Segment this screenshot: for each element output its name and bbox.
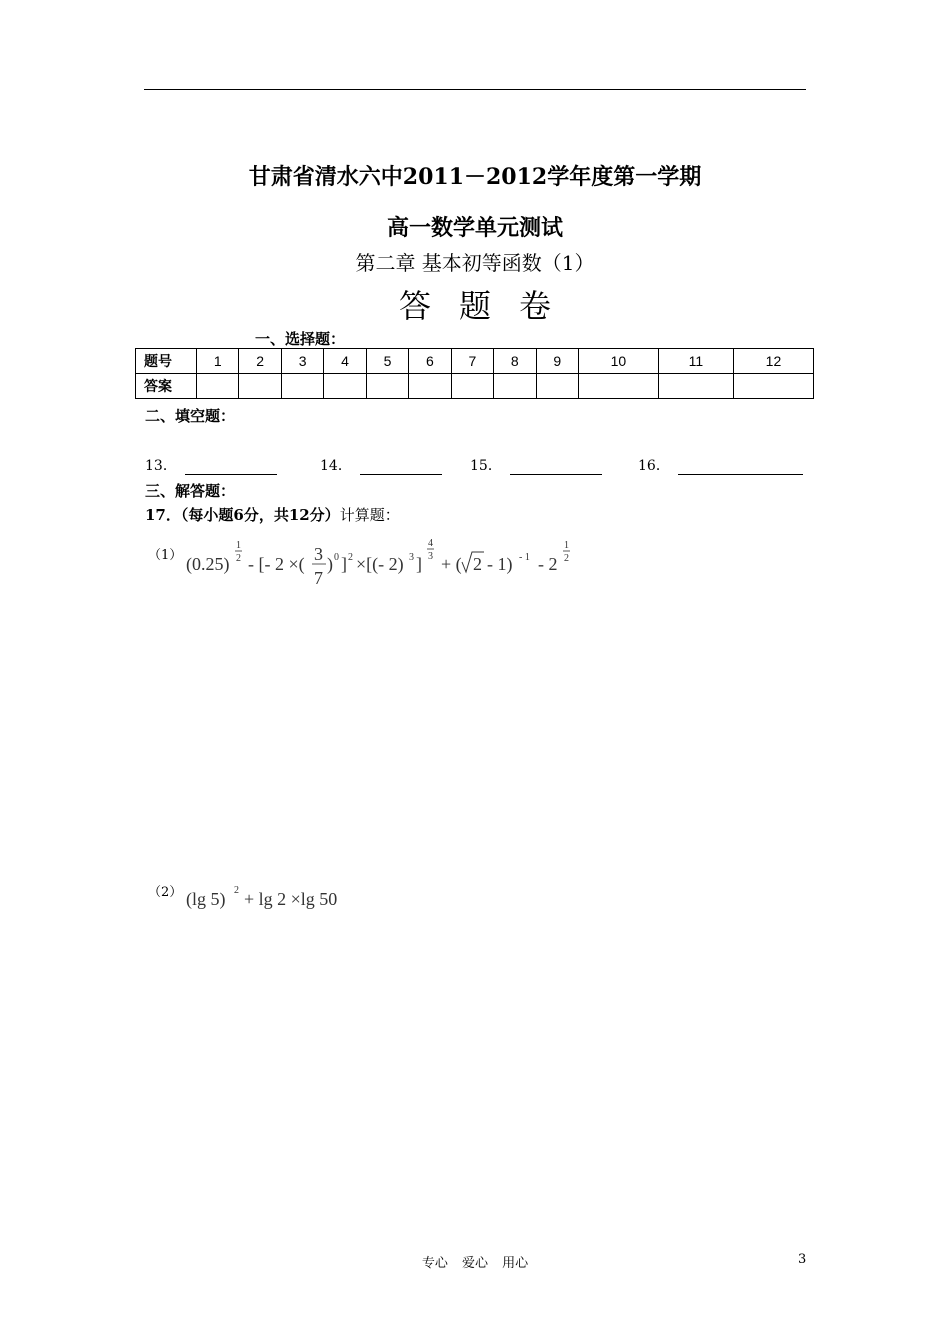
row-label-number: 题号 (136, 349, 197, 374)
part-1-label: （1） (148, 548, 183, 563)
answer-cell[interactable] (281, 374, 323, 399)
answer-cell[interactable] (451, 374, 493, 399)
question-number-cell: 1 (197, 349, 239, 374)
svg-text:- 2: - 2 (538, 554, 558, 574)
answer-cell[interactable] (578, 374, 658, 399)
svg-text:]: ] (341, 554, 347, 574)
svg-text:- 1: - 1 (519, 552, 530, 563)
section-solve-heading: 三、解答题： (145, 482, 236, 500)
part-2-label: （2） (148, 885, 183, 900)
svg-text:2: 2 (348, 552, 353, 563)
question-number-cell: 3 (281, 349, 323, 374)
svg-text:7: 7 (314, 568, 323, 588)
header-rule (144, 89, 806, 90)
answer-cell[interactable] (239, 374, 281, 399)
svg-text:2: 2 (473, 554, 482, 574)
svg-text:1: 1 (236, 540, 241, 551)
question-17-prompt: 计算题： (339, 506, 400, 524)
svg-text:(0.25): (0.25) (186, 554, 230, 574)
choice-answer-table (135, 348, 814, 399)
question-17-points: （每小题6分，共12分） (180, 506, 340, 524)
fill-blank-13 (145, 455, 277, 475)
blank-label: 14． (320, 458, 352, 474)
answer-cell[interactable] (536, 374, 578, 399)
svg-text:2: 2 (236, 553, 241, 564)
svg-text:4: 4 (428, 538, 433, 549)
svg-text:- 1): - 1) (487, 554, 513, 574)
title-line-2: 高一数学单元测试 (386, 215, 563, 241)
svg-text:1: 1 (564, 540, 569, 551)
fill-blank-14 (320, 455, 442, 475)
row-label-answer: 答案 (136, 374, 197, 399)
answer-cell[interactable] (733, 374, 813, 399)
question-number-cell: 8 (494, 349, 536, 374)
title-line-1: 甘肃省清水六中2011－2012学年度第一学期 (248, 164, 702, 190)
question-number-cell: 4 (324, 349, 366, 374)
question-number-cell: 5 (366, 349, 408, 374)
question-number-cell: 11 (658, 349, 733, 374)
svg-text:0: 0 (334, 552, 339, 563)
question-number-cell: 9 (536, 349, 578, 374)
question-number-cell: 12 (733, 349, 813, 374)
svg-text:+ lg 2 ×lg 50: + lg 2 ×lg 50 (244, 889, 338, 909)
svg-text:3: 3 (428, 551, 433, 562)
chapter-subtitle: 第二章 基本初等函数（1） (355, 251, 595, 275)
formula-part-2 (186, 880, 366, 914)
answer-cell[interactable] (409, 374, 451, 399)
blank-label: 15． (470, 458, 502, 474)
formula-part-1 (186, 536, 586, 590)
svg-text:(lg 5): (lg 5) (186, 889, 226, 909)
svg-text:+ (: + ( (441, 554, 462, 574)
answer-cell[interactable] (197, 374, 239, 399)
question-number-cell: 6 (409, 349, 451, 374)
blank-line[interactable] (510, 460, 602, 475)
footer-motto: 专心 爱心 用心 (421, 1256, 529, 1271)
svg-text:]: ] (416, 554, 422, 574)
svg-text:2: 2 (234, 885, 239, 896)
svg-text:3: 3 (409, 552, 414, 563)
question-17-number: 17． (145, 506, 181, 524)
table-row-answers (136, 374, 814, 399)
fill-blank-15 (470, 455, 602, 475)
question-17 (145, 504, 400, 525)
svg-text:): ) (327, 554, 333, 574)
blank-line[interactable] (678, 460, 803, 475)
blank-line[interactable] (185, 460, 277, 475)
svg-text:- [- 2 ×(: - [- 2 ×( (248, 554, 305, 574)
question-number-cell: 2 (239, 349, 281, 374)
section-fill-heading: 二、填空题： (145, 407, 236, 425)
blank-label: 13． (145, 458, 177, 474)
answer-cell[interactable] (658, 374, 733, 399)
page-number: 3 (798, 1252, 807, 1267)
svg-text:2: 2 (564, 553, 569, 564)
svg-text:×[(- 2): ×[(- 2) (356, 554, 404, 574)
question-number-cell: 7 (451, 349, 493, 374)
section-choice-heading: 一、选择题： (255, 330, 346, 348)
fill-blank-16 (638, 455, 803, 475)
answer-cell[interactable] (324, 374, 366, 399)
answer-cell[interactable] (366, 374, 408, 399)
table-row-numbers (136, 349, 814, 374)
answer-sheet-title: 答题卷 (398, 287, 579, 325)
blank-line[interactable] (360, 460, 442, 475)
answer-cell[interactable] (494, 374, 536, 399)
svg-text:3: 3 (314, 544, 323, 564)
blank-label: 16． (638, 458, 670, 474)
question-number-cell: 10 (578, 349, 658, 374)
